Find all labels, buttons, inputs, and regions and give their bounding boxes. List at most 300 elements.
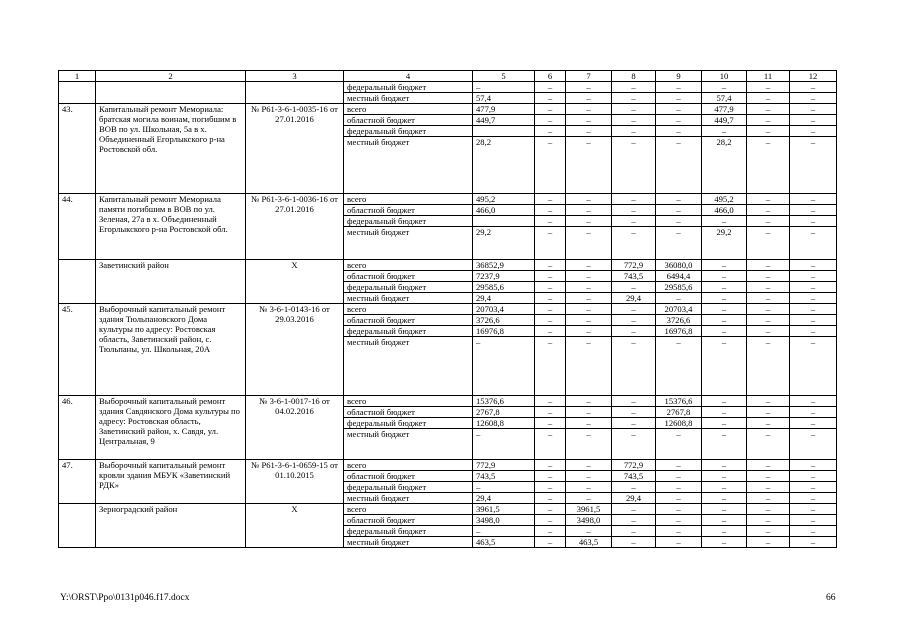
value-cell: – bbox=[566, 227, 612, 260]
value-cell: – bbox=[656, 137, 702, 194]
value-cell: – bbox=[747, 227, 790, 260]
value-cell: – bbox=[656, 504, 702, 515]
table-row bbox=[59, 260, 837, 271]
value-cell: – bbox=[566, 304, 612, 315]
value-cell: – bbox=[612, 396, 656, 407]
value-cell: – bbox=[566, 460, 612, 471]
value-cell: – bbox=[656, 93, 702, 104]
value-cell: – bbox=[612, 407, 656, 418]
value-cell: – bbox=[612, 104, 656, 115]
value-cell: – bbox=[790, 304, 837, 315]
value-cell: – bbox=[702, 304, 747, 315]
value-cell: – bbox=[612, 315, 656, 326]
table-row bbox=[59, 396, 837, 407]
value-cell: – bbox=[566, 137, 612, 194]
value-cell: – bbox=[535, 293, 566, 304]
row-number-cell: 45. bbox=[59, 304, 96, 396]
value-cell: – bbox=[535, 493, 566, 504]
value-cell: – bbox=[790, 482, 837, 493]
value-cell: 29585,6 bbox=[656, 282, 702, 293]
value-cell: – bbox=[535, 515, 566, 526]
value-cell: – bbox=[535, 216, 566, 227]
column-number-header: 12 bbox=[790, 71, 837, 82]
value-cell: – bbox=[747, 205, 790, 216]
value-cell: – bbox=[702, 460, 747, 471]
funding-source-cell: федеральный бюджет bbox=[344, 282, 473, 293]
value-cell: 449,7 bbox=[702, 115, 747, 126]
value-cell: – bbox=[612, 216, 656, 227]
value-cell: – bbox=[747, 515, 790, 526]
value-cell: – bbox=[790, 429, 837, 460]
value-cell: – bbox=[535, 526, 566, 537]
value-cell: 29585,6 bbox=[473, 282, 535, 293]
value-cell: – bbox=[535, 315, 566, 326]
value-cell: – bbox=[656, 537, 702, 548]
value-cell: – bbox=[535, 194, 566, 205]
value-cell: 20703,4 bbox=[656, 304, 702, 315]
value-cell: – bbox=[656, 293, 702, 304]
value-cell: 36852,9 bbox=[473, 260, 535, 271]
value-cell: – bbox=[566, 260, 612, 271]
funding-source-cell: местный бюджет bbox=[344, 537, 473, 548]
funding-source-cell: местный бюджет bbox=[344, 93, 473, 104]
row-number-cell: 43. bbox=[59, 104, 96, 194]
value-cell: – bbox=[790, 137, 837, 194]
document-cell: № 3-6-1-0017-16 от 04.02.2016 bbox=[246, 396, 344, 460]
value-cell: – bbox=[612, 282, 656, 293]
value-cell: – bbox=[473, 429, 535, 460]
value-cell: – bbox=[473, 337, 535, 396]
value-cell: – bbox=[612, 137, 656, 194]
value-cell: – bbox=[656, 471, 702, 482]
value-cell: 463,5 bbox=[566, 537, 612, 548]
value-cell: – bbox=[747, 293, 790, 304]
funding-source-cell: местный бюджет bbox=[344, 137, 473, 194]
value-cell: – bbox=[612, 337, 656, 396]
value-cell: – bbox=[535, 115, 566, 126]
value-cell: – bbox=[473, 82, 535, 93]
value-cell: – bbox=[747, 137, 790, 194]
column-number-header: 5 bbox=[473, 71, 535, 82]
value-cell: – bbox=[612, 429, 656, 460]
value-cell: – bbox=[566, 315, 612, 326]
table-row bbox=[59, 93, 837, 104]
column-number-header: 8 bbox=[612, 71, 656, 82]
object-name-cell bbox=[96, 82, 246, 93]
value-cell: – bbox=[535, 326, 566, 337]
value-cell: – bbox=[656, 460, 702, 471]
value-cell: – bbox=[747, 526, 790, 537]
value-cell: – bbox=[656, 126, 702, 137]
value-cell: 3961,5 bbox=[566, 504, 612, 515]
value-cell: – bbox=[656, 429, 702, 460]
row-number-cell bbox=[59, 82, 96, 93]
value-cell: – bbox=[747, 471, 790, 482]
value-cell: 477,9 bbox=[473, 104, 535, 115]
value-cell: – bbox=[747, 326, 790, 337]
object-name-cell: Выборочный капитальный ремонт здания Тюльпановского Дома культуры по адресу: Ростовская область, Заветинский район, с. Тюльпаны, ул. Школьная, 20А bbox=[96, 304, 246, 396]
value-cell: 16976,8 bbox=[656, 326, 702, 337]
value-cell: – bbox=[656, 526, 702, 537]
value-cell: – bbox=[612, 115, 656, 126]
column-number-header: 2 bbox=[96, 71, 246, 82]
value-cell: 772,9 bbox=[612, 260, 656, 271]
value-cell: 12608,8 bbox=[656, 418, 702, 429]
value-cell: – bbox=[535, 396, 566, 407]
value-cell: 477,9 bbox=[702, 104, 747, 115]
row-number-cell bbox=[59, 93, 96, 104]
value-cell: – bbox=[612, 194, 656, 205]
value-cell: – bbox=[535, 260, 566, 271]
value-cell: – bbox=[747, 315, 790, 326]
value-cell: 29,2 bbox=[702, 227, 747, 260]
document-cell: Х bbox=[246, 260, 344, 304]
value-cell bbox=[473, 126, 535, 137]
value-cell: – bbox=[535, 471, 566, 482]
value-cell: – bbox=[656, 194, 702, 205]
value-cell: 6494,4 bbox=[656, 271, 702, 282]
value-cell: – bbox=[747, 260, 790, 271]
value-cell: – bbox=[656, 216, 702, 227]
value-cell: – bbox=[747, 282, 790, 293]
value-cell: – bbox=[747, 396, 790, 407]
value-cell: – bbox=[535, 137, 566, 194]
value-cell: – bbox=[535, 407, 566, 418]
value-cell: – bbox=[612, 326, 656, 337]
value-cell: – bbox=[535, 304, 566, 315]
value-cell: – bbox=[747, 537, 790, 548]
document-cell: № Р61-3-6-1-0035-16 от 27.01.2016 bbox=[246, 104, 344, 194]
value-cell: – bbox=[656, 82, 702, 93]
funding-source-cell: федеральный бюджет bbox=[344, 126, 473, 137]
value-cell: – bbox=[535, 460, 566, 471]
object-name-cell: Заветинский район bbox=[96, 260, 246, 304]
value-cell: – bbox=[790, 216, 837, 227]
value-cell: – bbox=[612, 504, 656, 515]
row-number-cell bbox=[59, 504, 96, 548]
value-cell: – bbox=[612, 93, 656, 104]
value-cell: 29,4 bbox=[612, 493, 656, 504]
value-cell bbox=[473, 216, 535, 227]
value-cell: – bbox=[535, 504, 566, 515]
table-row bbox=[59, 82, 837, 93]
value-cell: – bbox=[790, 260, 837, 271]
footer-file-path: Y:\ORST\Ppo\0131p046.f17.docx bbox=[60, 593, 190, 603]
funding-source-cell: федеральный бюджет bbox=[344, 418, 473, 429]
value-cell: – bbox=[790, 293, 837, 304]
value-cell: – bbox=[747, 216, 790, 227]
column-number-header: 6 bbox=[535, 71, 566, 82]
value-cell: – bbox=[535, 282, 566, 293]
value-cell: – bbox=[702, 315, 747, 326]
value-cell: 16976,8 bbox=[473, 326, 535, 337]
value-cell: – bbox=[612, 515, 656, 526]
value-cell: 772,9 bbox=[612, 460, 656, 471]
value-cell: – bbox=[535, 482, 566, 493]
object-name-cell: Выборочный капитальный ремонт кровли здания МБУК «Заветинский РДК» bbox=[96, 460, 246, 504]
value-cell: – bbox=[612, 537, 656, 548]
value-cell: – bbox=[566, 126, 612, 137]
value-cell: – bbox=[612, 205, 656, 216]
object-name-cell: Зерноградский район bbox=[96, 504, 246, 548]
value-cell: – bbox=[747, 82, 790, 93]
value-cell: – bbox=[566, 271, 612, 282]
value-cell: 3726,6 bbox=[656, 315, 702, 326]
column-number-header: 9 bbox=[656, 71, 702, 82]
value-cell: – bbox=[702, 429, 747, 460]
value-cell: – bbox=[790, 115, 837, 126]
value-cell: – bbox=[535, 126, 566, 137]
value-cell: – bbox=[612, 304, 656, 315]
value-cell: – bbox=[790, 282, 837, 293]
value-cell: – bbox=[566, 493, 612, 504]
funding-source-cell: местный бюджет bbox=[344, 293, 473, 304]
value-cell: – bbox=[747, 407, 790, 418]
funding-source-cell: областной бюджет bbox=[344, 271, 473, 282]
column-number-header: 1 bbox=[59, 71, 96, 82]
funding-source-cell: всего bbox=[344, 396, 473, 407]
funding-source-cell: федеральный бюджет bbox=[344, 216, 473, 227]
value-cell: – bbox=[790, 471, 837, 482]
value-cell: – bbox=[656, 482, 702, 493]
row-number-cell: 44. bbox=[59, 194, 96, 260]
value-cell: – bbox=[566, 93, 612, 104]
value-cell: – bbox=[790, 194, 837, 205]
column-number-header: 10 bbox=[702, 71, 747, 82]
value-cell: – bbox=[566, 216, 612, 227]
value-cell: – bbox=[702, 537, 747, 548]
value-cell: – bbox=[612, 227, 656, 260]
value-cell: – bbox=[656, 227, 702, 260]
value-cell: – bbox=[747, 337, 790, 396]
value-cell: – bbox=[790, 326, 837, 337]
funding-source-cell: областной бюджет bbox=[344, 407, 473, 418]
value-cell: – bbox=[790, 493, 837, 504]
value-cell: 7237,9 bbox=[473, 271, 535, 282]
value-cell: – bbox=[535, 82, 566, 93]
value-cell: – bbox=[566, 82, 612, 93]
value-cell: – bbox=[790, 104, 837, 115]
value-cell: – bbox=[656, 104, 702, 115]
value-cell: – bbox=[702, 293, 747, 304]
object-name-cell: Капитальный ремонт Мемориала: братская могила воинам, погибшим в ВОВ по ул. Школьная, 5а в х. Объединенный Егорлыкского р-на Ростовской обл. bbox=[96, 104, 246, 194]
value-cell: 29,4 bbox=[612, 293, 656, 304]
value-cell: 29,2 bbox=[473, 227, 535, 260]
value-cell: – bbox=[535, 337, 566, 396]
value-cell: – bbox=[535, 104, 566, 115]
budget-table bbox=[58, 70, 837, 548]
value-cell: – bbox=[566, 293, 612, 304]
value-cell: 2767,8 bbox=[473, 407, 535, 418]
value-cell: – bbox=[747, 429, 790, 460]
value-cell: 2767,8 bbox=[656, 407, 702, 418]
document-cell: № 3-6-1-0143-16 от 29.03.2016 bbox=[246, 304, 344, 396]
value-cell: – bbox=[702, 326, 747, 337]
value-cell: – bbox=[566, 482, 612, 493]
funding-source-cell: федеральный бюджет bbox=[344, 326, 473, 337]
value-cell: – bbox=[790, 126, 837, 137]
value-cell: 29,4 bbox=[473, 293, 535, 304]
value-cell: – bbox=[566, 471, 612, 482]
value-cell: – bbox=[702, 504, 747, 515]
value-cell: – bbox=[790, 337, 837, 396]
row-number-cell bbox=[59, 260, 96, 304]
table-row bbox=[59, 460, 837, 471]
funding-source-cell: областной бюджет bbox=[344, 515, 473, 526]
value-cell: – bbox=[612, 82, 656, 93]
value-cell: – bbox=[566, 194, 612, 205]
funding-source-cell: областной бюджет bbox=[344, 471, 473, 482]
value-cell: – bbox=[612, 482, 656, 493]
value-cell: – bbox=[702, 471, 747, 482]
value-cell: 29,4 bbox=[473, 493, 535, 504]
value-cell: – bbox=[656, 205, 702, 216]
value-cell: – bbox=[535, 537, 566, 548]
document-cell: № Р61-3-6-1-0036-16 от 27.01.2016 bbox=[246, 194, 344, 260]
value-cell: – bbox=[702, 526, 747, 537]
value-cell: – bbox=[747, 418, 790, 429]
value-cell: – bbox=[747, 271, 790, 282]
value-cell: – bbox=[747, 126, 790, 137]
value-cell: – bbox=[702, 407, 747, 418]
value-cell: – bbox=[790, 407, 837, 418]
value-cell: – bbox=[566, 282, 612, 293]
value-cell: – bbox=[566, 326, 612, 337]
value-cell: – bbox=[790, 205, 837, 216]
value-cell: – bbox=[702, 418, 747, 429]
value-cell: – bbox=[790, 315, 837, 326]
funding-source-cell: всего bbox=[344, 104, 473, 115]
funding-source-cell: всего bbox=[344, 194, 473, 205]
document-cell: Х bbox=[246, 504, 344, 548]
row-number-cell: 46. bbox=[59, 396, 96, 460]
value-cell: – bbox=[702, 515, 747, 526]
value-cell: 3961,5 bbox=[473, 504, 535, 515]
table-row bbox=[59, 304, 837, 315]
value-cell: – bbox=[702, 82, 747, 93]
value-cell: – bbox=[566, 418, 612, 429]
footer-page-number: 66 bbox=[826, 593, 836, 603]
value-cell: – bbox=[566, 429, 612, 460]
column-number-header: 4 bbox=[344, 71, 473, 82]
value-cell: – bbox=[702, 396, 747, 407]
value-cell: – bbox=[790, 82, 837, 93]
value-cell: – bbox=[702, 271, 747, 282]
value-cell: 743,5 bbox=[612, 271, 656, 282]
value-cell: – bbox=[747, 482, 790, 493]
value-cell: – bbox=[790, 515, 837, 526]
value-cell: – bbox=[747, 93, 790, 104]
funding-source-cell: областной бюджет bbox=[344, 315, 473, 326]
value-cell: – bbox=[656, 515, 702, 526]
value-cell: 772,9 bbox=[473, 460, 535, 471]
value-cell: – bbox=[790, 227, 837, 260]
value-cell: – bbox=[612, 126, 656, 137]
table-row bbox=[59, 194, 837, 205]
object-name-cell bbox=[96, 93, 246, 104]
funding-source-cell: всего bbox=[344, 304, 473, 315]
value-cell: – bbox=[790, 526, 837, 537]
document-cell bbox=[246, 82, 344, 93]
value-cell: – bbox=[747, 460, 790, 471]
value-cell: – bbox=[702, 126, 747, 137]
value-cell: 743,5 bbox=[473, 471, 535, 482]
value-cell: – bbox=[747, 304, 790, 315]
funding-source-cell: федеральный бюджет bbox=[344, 482, 473, 493]
value-cell: 495,2 bbox=[473, 194, 535, 205]
value-cell: – bbox=[702, 282, 747, 293]
funding-source-cell: всего bbox=[344, 504, 473, 515]
object-name-cell: Капитальный ремонт Мемориала памяти погибшим в ВОВ по ул. Зеленая, 27а в х. Объединенный Егорлыкского р-на Ростовской обл. bbox=[96, 194, 246, 260]
document-cell: № Р61-3-6-1-0659-15 от 01.10.2015 bbox=[246, 460, 344, 504]
funding-source-cell: всего bbox=[344, 260, 473, 271]
value-cell: – bbox=[747, 104, 790, 115]
row-number-cell: 47. bbox=[59, 460, 96, 504]
value-cell: – bbox=[566, 115, 612, 126]
funding-source-cell: федеральный бюджет bbox=[344, 82, 473, 93]
value-cell: 28,2 bbox=[473, 137, 535, 194]
value-cell: – bbox=[656, 115, 702, 126]
value-cell: – bbox=[790, 504, 837, 515]
value-cell: 12608,8 bbox=[473, 418, 535, 429]
funding-source-cell: местный бюджет bbox=[344, 337, 473, 396]
value-cell: 743,5 bbox=[612, 471, 656, 482]
value-cell: – bbox=[747, 194, 790, 205]
value-cell: – bbox=[702, 216, 747, 227]
value-cell: – bbox=[566, 104, 612, 115]
value-cell: – bbox=[535, 93, 566, 104]
value-cell: – bbox=[535, 227, 566, 260]
value-cell: – bbox=[702, 337, 747, 396]
value-cell: – bbox=[790, 460, 837, 471]
value-cell: 28,2 bbox=[702, 137, 747, 194]
header-row bbox=[59, 71, 837, 82]
funding-source-cell: областной бюджет bbox=[344, 115, 473, 126]
value-cell: – bbox=[702, 493, 747, 504]
table-row bbox=[59, 104, 837, 115]
value-cell: – bbox=[702, 260, 747, 271]
value-cell: – bbox=[790, 537, 837, 548]
value-cell: – bbox=[566, 205, 612, 216]
value-cell: – bbox=[535, 429, 566, 460]
value-cell: 36080,0 bbox=[656, 260, 702, 271]
value-cell: – bbox=[656, 493, 702, 504]
value-cell: – bbox=[790, 93, 837, 104]
value-cell: – bbox=[535, 418, 566, 429]
value-cell: – bbox=[790, 271, 837, 282]
value-cell: – bbox=[566, 407, 612, 418]
value-cell: 15376,6 bbox=[473, 396, 535, 407]
value-cell: – bbox=[656, 337, 702, 396]
funding-source-cell: федеральный бюджет bbox=[344, 526, 473, 537]
value-cell: – bbox=[612, 418, 656, 429]
column-number-header: 7 bbox=[566, 71, 612, 82]
funding-source-cell: местный бюджет bbox=[344, 227, 473, 260]
value-cell: 495,2 bbox=[702, 194, 747, 205]
value-cell: 3726,6 bbox=[473, 315, 535, 326]
value-cell: 466,0 bbox=[702, 205, 747, 216]
table-row bbox=[59, 504, 837, 515]
value-cell: 466,0 bbox=[473, 205, 535, 216]
document-cell bbox=[246, 93, 344, 104]
value-cell: – bbox=[535, 205, 566, 216]
value-cell: 57,4 bbox=[702, 93, 747, 104]
value-cell: – bbox=[790, 396, 837, 407]
value-cell: 57,4 bbox=[473, 93, 535, 104]
value-cell: 463,5 bbox=[473, 537, 535, 548]
value-cell: 15376,6 bbox=[656, 396, 702, 407]
funding-source-cell: местный бюджет bbox=[344, 493, 473, 504]
